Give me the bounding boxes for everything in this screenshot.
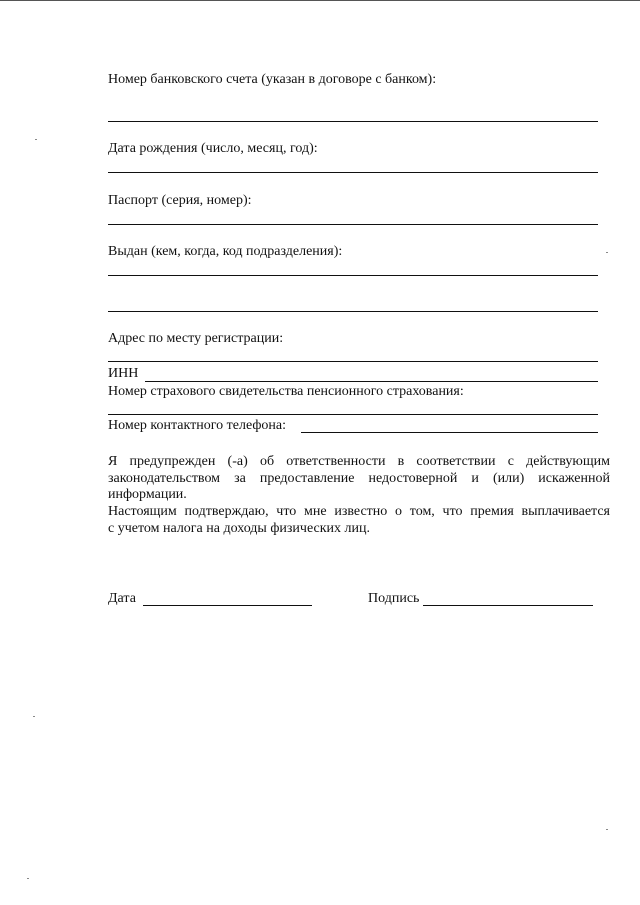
passport-field[interactable]: [108, 224, 598, 225]
warning-line-3: информации.: [108, 487, 187, 502]
phone-label: Номер контактного телефона:: [108, 418, 286, 433]
phone-field[interactable]: [301, 432, 598, 433]
signature-field[interactable]: [423, 605, 593, 606]
issued-by-field-2[interactable]: [108, 311, 598, 312]
bank-account-field[interactable]: [108, 121, 598, 122]
birth-date-label: Дата рождения (число, месяц, год):: [108, 141, 318, 156]
issued-by-field-1[interactable]: [108, 275, 598, 276]
warning-line-1: Я предупрежден (-а) об ответственности в соответствии с действующим: [108, 454, 610, 469]
scan-speck: [35, 139, 37, 140]
inn-field[interactable]: [145, 381, 598, 382]
pension-cert-field[interactable]: [108, 414, 598, 415]
bank-account-label: Номер банковского счета (указан в договоре с банком):: [108, 72, 437, 87]
signature-label: Подпись: [368, 591, 420, 606]
scan-speck: [33, 716, 35, 717]
inn-label: ИНН: [108, 366, 139, 381]
scan-speck: [27, 878, 29, 879]
passport-label: Паспорт (серия, номер):: [108, 193, 252, 208]
scan-speck: [606, 252, 608, 253]
scan-speck: [606, 829, 608, 830]
address-field[interactable]: [108, 361, 598, 362]
date-label: Дата: [108, 591, 136, 606]
issued-by-label: Выдан (кем, когда, код подразделения):: [108, 244, 343, 259]
confirm-line-2: с учетом налога на доходы физических лиц.: [108, 521, 371, 536]
date-field[interactable]: [143, 605, 312, 606]
page-top-edge: [0, 0, 640, 1]
address-label: Адрес по месту регистрации:: [108, 331, 284, 346]
birth-date-field[interactable]: [108, 172, 598, 173]
confirm-line-1: Настоящим подтверждаю, что мне известно о том, что премия выплачивается: [108, 504, 610, 519]
warning-line-2: законодательством за предоставление недостоверной и (или) искаженной: [108, 471, 610, 486]
pension-cert-label: Номер страхового свидетельства пенсионного страхования:: [108, 384, 464, 399]
